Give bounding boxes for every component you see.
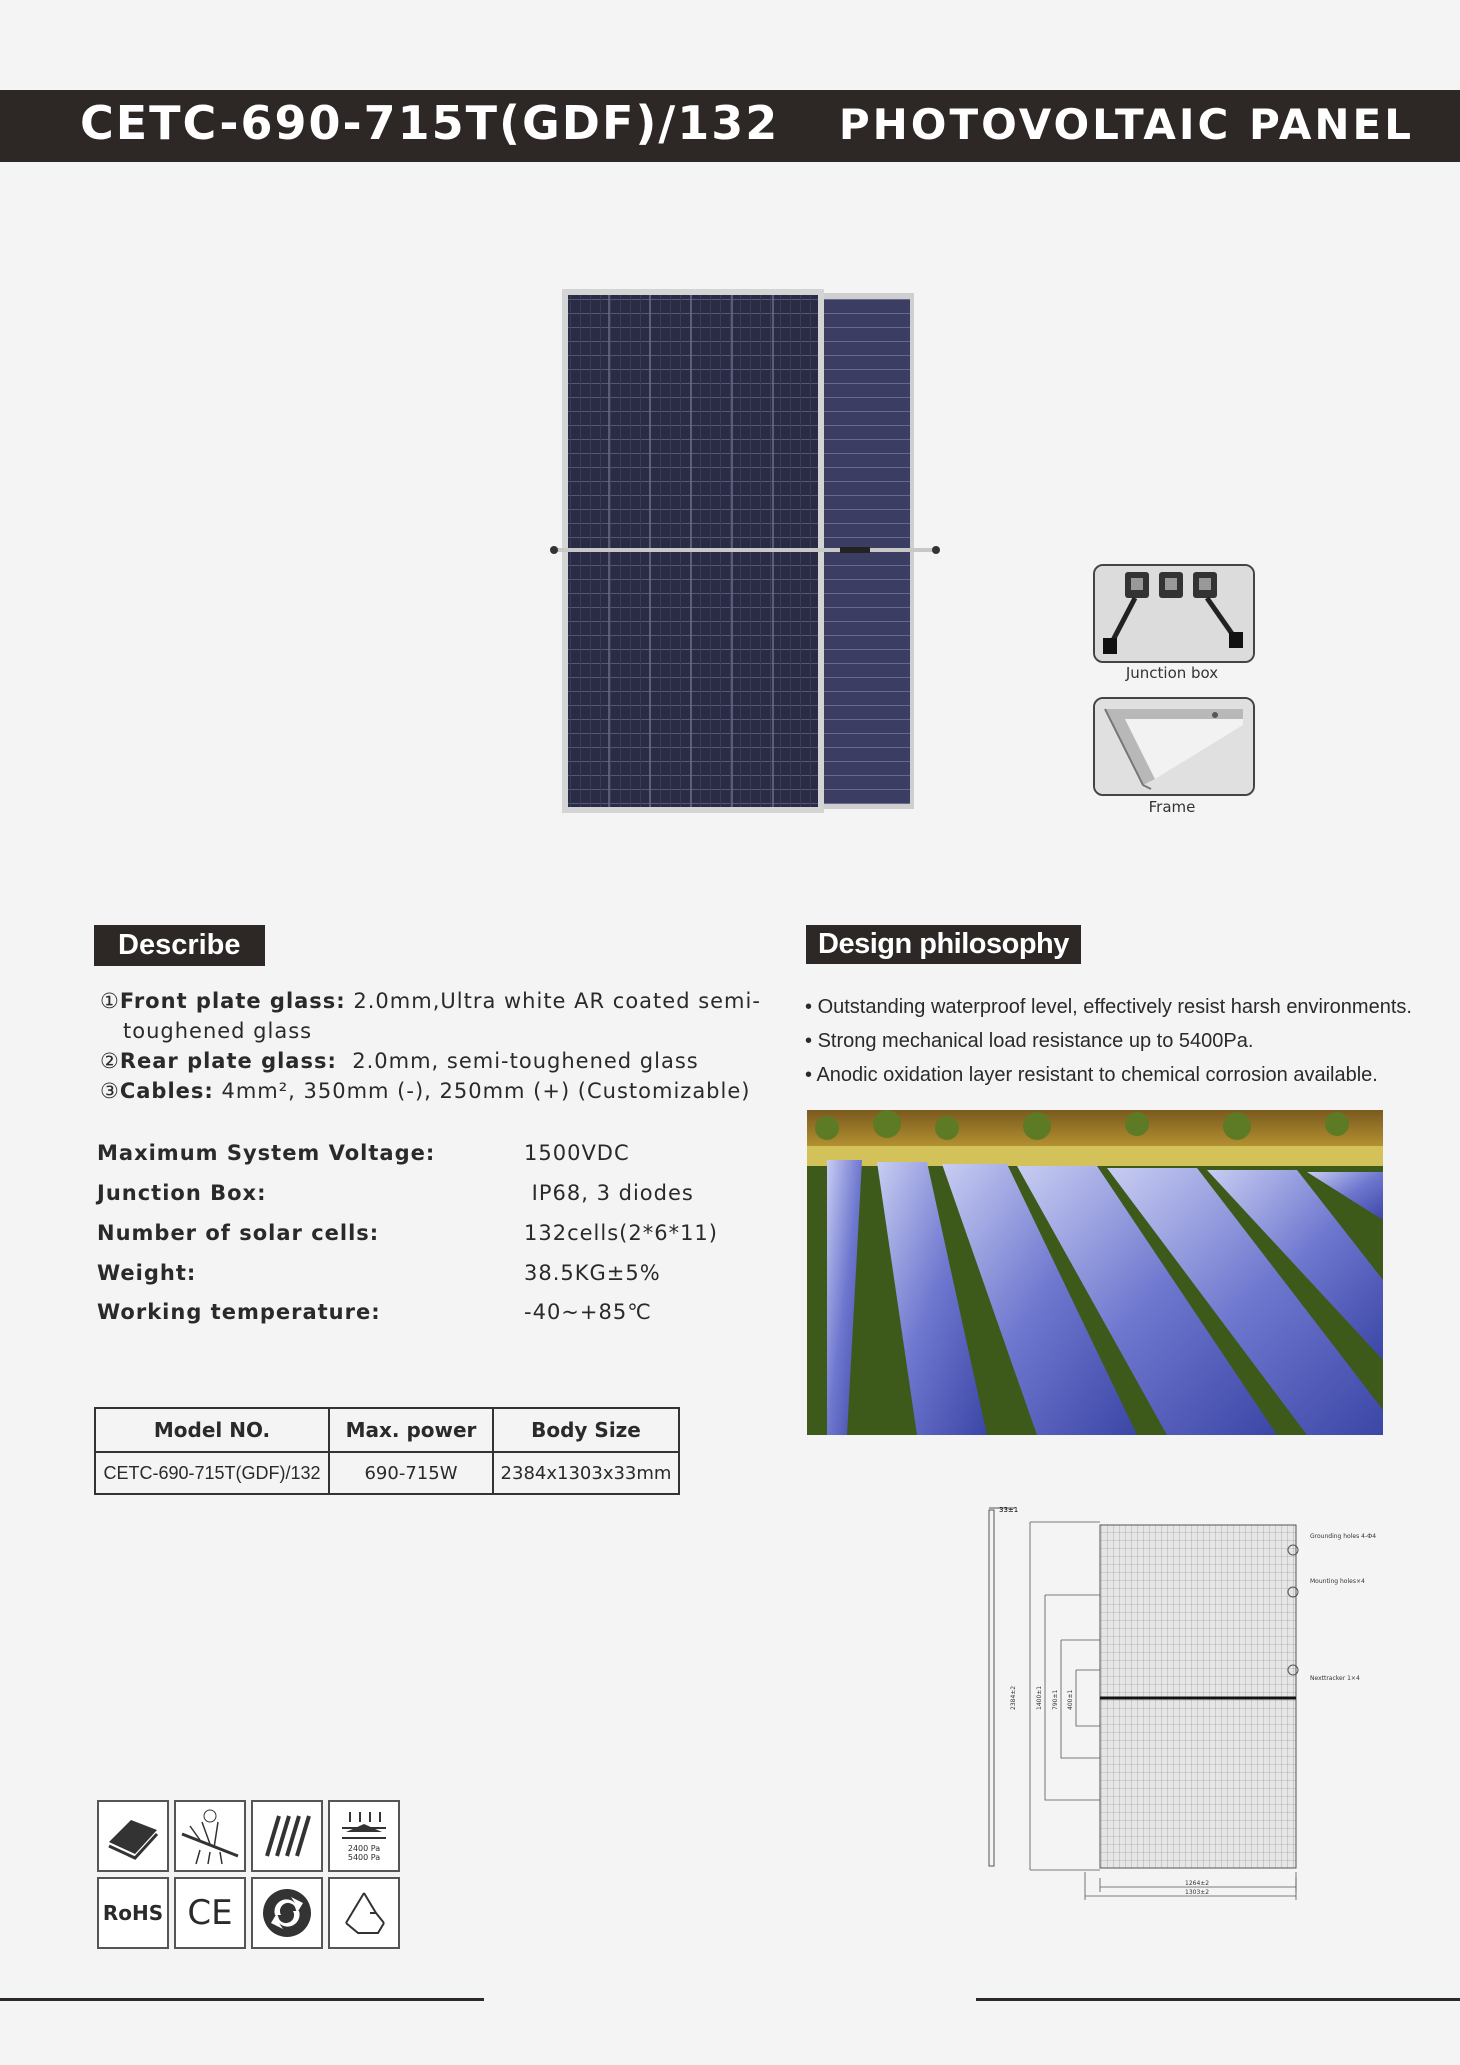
spec-value: 132cells(2*6*11)	[524, 1221, 718, 1245]
frame-thumbnail	[1093, 697, 1255, 796]
model-table	[94, 1407, 680, 1495]
table-cell: 2384x1303x33mm	[493, 1452, 679, 1494]
solar-farm-photo	[807, 1110, 1383, 1435]
spec-row-junction-box	[0, 1181, 760, 1211]
load-back-text: 5400 Pa	[347, 1853, 381, 1862]
rear-glass-line	[100, 1046, 699, 1076]
spec-label: Number of solar cells:	[97, 1221, 380, 1245]
callout-mounting: Mounting holes×4	[1310, 1578, 1365, 1585]
item-number: ①	[100, 989, 120, 1013]
sunlight-icon	[174, 1800, 246, 1872]
callout-tracker: Nexttracker 1×4	[1310, 1675, 1360, 1682]
design-bullet: • Anodic oxidation layer resistant to chemical corrosion available.	[805, 1064, 1378, 1086]
bifacial-cells-icon	[251, 1800, 323, 1872]
cables-label: Cables:	[119, 1079, 214, 1103]
spec-value: IP68, 3 diodes	[524, 1181, 694, 1205]
item-number: ②	[100, 1049, 120, 1073]
footer-line-right	[976, 1998, 1460, 2001]
spec-label: Weight:	[97, 1261, 197, 1285]
table-header-cell: Model NO.	[95, 1408, 329, 1452]
spec-row-cells	[0, 1221, 760, 1251]
rear-glass-label: Rear plate glass:	[119, 1049, 337, 1073]
footer-line-left	[0, 1998, 484, 2001]
design-bullet-text: Anodic oxidation layer resistant to chemical corrosion available.	[816, 1064, 1378, 1086]
front-glass-line-cont: toughened glass	[123, 1019, 313, 1043]
callout-grounding: Grounding holes 4-Ф4	[1310, 1533, 1377, 1540]
load-icon	[328, 1800, 400, 1872]
item-number: ③	[100, 1079, 120, 1103]
green-dot-icon	[251, 1877, 323, 1949]
spec-label: Junction Box:	[97, 1181, 267, 1205]
design-bullet: • Strong mechanical load resistance up to 5400Pa.	[805, 1030, 1254, 1052]
spec-row-weight	[0, 1261, 760, 1291]
dim-width-outer: 1303±2	[1185, 1889, 1210, 1896]
spec-value: 38.5KG±5%	[524, 1261, 661, 1285]
rohs-icon: RoHS	[97, 1877, 169, 1949]
spec-value: 1500VDC	[524, 1141, 630, 1165]
rear-glass-value: 2.0mm, semi-toughened glass	[336, 1049, 699, 1073]
spec-row-voltage	[0, 1141, 760, 1171]
panel-product-image	[540, 285, 960, 815]
dim-top: 33±1	[999, 1506, 1019, 1514]
dim-width-inner: 1264±2	[1185, 1880, 1210, 1887]
spec-row-temperature	[0, 1300, 760, 1330]
design-bullet-text: Outstanding waterproof level, effectively resist harsh environments.	[817, 996, 1412, 1018]
spec-label: Maximum System Voltage:	[97, 1141, 436, 1165]
model-title: CETC-690-715T(GDF)/132	[80, 96, 780, 150]
panel-icon	[97, 1800, 169, 1872]
cables-line	[100, 1076, 750, 1106]
recycle-icon	[328, 1877, 400, 1949]
front-glass-line	[100, 986, 761, 1016]
cables-value: 4mm², 350mm (-), 250mm (+) (Customizable)	[213, 1079, 751, 1103]
table-header-cell: Max. power	[329, 1408, 493, 1452]
technical-drawing	[975, 1500, 1385, 1905]
front-glass-value: 2.0mm,Ultra white AR coated semi-	[345, 989, 761, 1013]
junction-box-icon	[1095, 566, 1253, 661]
table-header-cell: Body Size	[493, 1408, 679, 1452]
frame-corner-icon	[1095, 699, 1253, 794]
spec-value: -40~+85℃	[524, 1300, 652, 1324]
dim-400: 400±1	[1067, 1689, 1074, 1710]
frame-caption: Frame	[1148, 798, 1196, 816]
dim-height: 2384±2	[1010, 1685, 1017, 1710]
front-glass-label: Front plate glass:	[119, 989, 346, 1013]
ce-icon: CE	[174, 1877, 246, 1949]
spec-label: Working temperature:	[97, 1300, 381, 1324]
table-header-row	[95, 1408, 679, 1452]
design-bullet-text: Strong mechanical load resistance up to 5400Pa.	[817, 1030, 1254, 1052]
junction-box-caption: Junction box	[1125, 664, 1219, 682]
table-cell: 690-715W	[329, 1452, 493, 1494]
design-bullet: • Outstanding waterproof level, effectively resist harsh environments.	[805, 996, 1412, 1018]
table-row	[95, 1452, 679, 1494]
load-front-text: 2400 Pa	[347, 1844, 381, 1853]
product-type-title: PHOTOVOLTAIC PANEL	[838, 100, 1414, 149]
dim-1400: 1400±1	[1036, 1685, 1043, 1710]
table-cell: CETC-690-715T(GDF)/132	[95, 1452, 329, 1494]
junction-box-thumbnail	[1093, 564, 1255, 663]
design-section-title: Design philosophy	[806, 925, 1081, 964]
dim-790: 790±1	[1052, 1689, 1059, 1710]
describe-section-title: Describe	[94, 925, 265, 966]
